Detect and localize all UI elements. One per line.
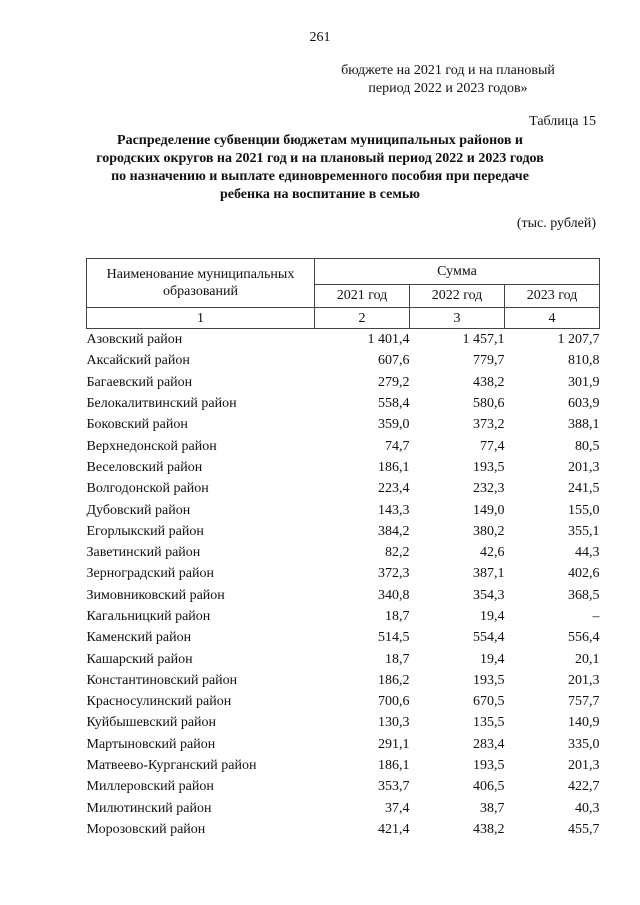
value-2022: 19,4 [480, 609, 505, 624]
value-2021: 558,4 [378, 396, 410, 412]
value-2022: 77,4 [480, 438, 505, 454]
table-row [87, 776, 600, 797]
value-2023: 80,5 [575, 438, 600, 454]
value-2021: 514,5 [378, 630, 410, 646]
subvention-table [86, 258, 600, 840]
table-row [87, 521, 600, 542]
value-2023: – [592, 609, 600, 624]
value-2023: 301,9 [568, 374, 600, 390]
table-body [87, 329, 600, 841]
value-2023: 335,0 [568, 736, 600, 752]
value-2023: 603,9 [568, 396, 600, 412]
table-row [87, 798, 600, 819]
table-row [87, 478, 600, 499]
value-2021: 223,4 [378, 481, 410, 497]
header-note-line: период 2022 и 2023 годов» [368, 81, 528, 96]
value-2023: 20,1 [575, 651, 600, 667]
value-2021: 359,0 [378, 417, 410, 433]
header-year-2021: 2021 год [315, 284, 410, 307]
municipality-name: Веселовский район [86, 459, 203, 475]
value-2022: 232,3 [473, 481, 505, 497]
value-2022: 38,7 [480, 800, 505, 816]
value-2022: 1 457,1 [462, 332, 505, 348]
value-2023: 757,7 [568, 694, 600, 710]
table-row [87, 606, 600, 627]
header-note-line: бюджете на 2021 год и на плановый [341, 63, 555, 78]
value-2021: 279,2 [378, 374, 410, 390]
value-2021: 1 401,4 [367, 332, 410, 348]
value-2021: 700,6 [378, 694, 410, 710]
value-2022: 149,0 [473, 502, 505, 518]
column-number: 2 [315, 308, 410, 329]
value-2022: 135,5 [473, 715, 505, 731]
value-2022: 779,7 [473, 353, 505, 369]
value-2023: 241,5 [568, 481, 600, 497]
value-2022: 193,5 [473, 459, 505, 475]
value-2023: 355,1 [568, 523, 600, 539]
table-row [87, 819, 600, 840]
municipality-name: Егорлыкский район [86, 523, 204, 539]
municipality-name: Морозовский район [86, 821, 206, 837]
value-2021: 372,3 [378, 566, 410, 582]
value-2021: 18,7 [385, 651, 410, 667]
table-row [87, 393, 600, 414]
value-2022: 387,1 [473, 566, 505, 582]
title-line: по назначению и выплате единовременного пособия при передаче [111, 169, 529, 184]
value-2022: 438,2 [473, 821, 505, 837]
municipality-name: Боковский район [86, 417, 188, 433]
header-sum: Сумма [315, 259, 600, 285]
value-2022: 580,6 [473, 396, 505, 412]
column-number: 4 [505, 308, 600, 329]
municipality-name: Багаевский район [86, 374, 193, 390]
title-line: ребенка на воспитание в семью [219, 187, 421, 202]
municipality-name: Матвеево-Курганский район [86, 758, 257, 774]
municipality-name: Заветинский район [86, 545, 201, 561]
value-2023: 1 207,7 [557, 332, 600, 348]
value-2021: 291,1 [378, 736, 410, 752]
table-row [87, 350, 600, 371]
value-2023: 201,3 [568, 672, 600, 688]
column-number: 3 [410, 308, 505, 329]
table-row [87, 372, 600, 393]
table-row [87, 712, 600, 733]
municipality-name: Красносулинский район [86, 694, 232, 710]
value-2023: 810,8 [568, 353, 600, 369]
header-municipality: Наименование муниципальных образований [87, 259, 315, 308]
page-number: 261 [309, 30, 331, 45]
municipality-name: Зимовниковский район [86, 587, 225, 603]
value-2023: 455,7 [568, 821, 600, 837]
municipality-name: Куйбышевский район [86, 715, 217, 731]
value-2022: 373,2 [473, 417, 505, 433]
column-number: 1 [87, 308, 315, 329]
value-2022: 19,4 [480, 651, 505, 667]
value-2022: 283,4 [473, 736, 505, 752]
table-row [87, 499, 600, 520]
table-row [87, 329, 600, 351]
municipality-name: Кашарский район [86, 651, 193, 667]
table-number: Таблица 15 [529, 114, 596, 129]
table-row [87, 457, 600, 478]
value-2021: 186,2 [378, 672, 410, 688]
value-2022: 193,5 [473, 672, 505, 688]
municipality-name: Константиновский район [86, 672, 238, 688]
table-row [87, 585, 600, 606]
municipality-name: Миллеровский район [86, 779, 214, 795]
value-2023: 201,3 [568, 459, 600, 475]
table-row [87, 691, 600, 712]
municipality-name: Волгодонской район [86, 481, 209, 497]
table-row [87, 670, 600, 691]
header-year-2022: 2022 год [410, 284, 505, 307]
municipality-name: Азовский район [86, 332, 183, 348]
municipality-name: Белокалитвинский район [86, 396, 237, 412]
table-row [87, 542, 600, 563]
header-year-2023: 2023 год [505, 284, 600, 307]
units-label: (тыс. рублей) [516, 216, 596, 231]
value-2023: 422,7 [568, 779, 600, 795]
value-2022: 42,6 [480, 545, 505, 561]
value-2023: 155,0 [568, 502, 600, 518]
table-row [87, 648, 600, 669]
header-note [318, 62, 578, 98]
table-row [87, 435, 600, 456]
value-2022: 438,2 [473, 374, 505, 390]
municipality-name: Милютинский район [86, 800, 212, 816]
municipality-name: Мартыновский район [86, 736, 216, 752]
table-row [87, 734, 600, 755]
value-2023: 201,3 [568, 758, 600, 774]
municipality-name: Кагальницкий район [86, 609, 211, 624]
municipality-name: Дубовский район [86, 502, 191, 518]
value-2021: 74,7 [385, 438, 410, 454]
value-2023: 368,5 [568, 587, 600, 603]
value-2022: 354,3 [473, 587, 505, 603]
value-2023: 140,9 [568, 715, 600, 731]
value-2021: 37,4 [385, 800, 410, 816]
title-line: Распределение субвенции бюджетам муниципальных районов и [117, 133, 523, 148]
value-2023: 40,3 [575, 800, 600, 816]
municipality-name: Аксайский район [86, 353, 190, 369]
table-row [87, 563, 600, 584]
value-2021: 186,1 [378, 758, 410, 774]
value-2022: 406,5 [473, 779, 505, 795]
value-2021: 607,6 [378, 353, 410, 369]
value-2023: 44,3 [575, 545, 600, 561]
value-2022: 380,2 [473, 523, 505, 539]
value-2022: 554,4 [473, 630, 505, 646]
title-line: городских округов на 2021 год и на плановый период 2022 и 2023 годов [96, 151, 544, 166]
value-2021: 143,3 [378, 502, 410, 518]
value-2023: 556,4 [568, 630, 600, 646]
value-2022: 193,5 [473, 758, 505, 774]
value-2021: 340,8 [378, 587, 410, 603]
table-title [64, 132, 576, 204]
value-2022: 670,5 [473, 694, 505, 710]
value-2021: 384,2 [378, 523, 410, 539]
table-row [87, 414, 600, 435]
value-2023: 388,1 [568, 417, 600, 433]
municipality-name: Зерноградский район [86, 566, 214, 582]
value-2021: 186,1 [378, 459, 410, 475]
value-2021: 421,4 [378, 821, 410, 837]
municipality-name: Каменский район [86, 630, 192, 646]
table-row [87, 755, 600, 776]
value-2021: 130,3 [378, 715, 410, 731]
value-2021: 18,7 [385, 609, 410, 624]
table-row [87, 627, 600, 648]
value-2021: 82,2 [385, 545, 410, 561]
municipality-name: Верхнедонской район [86, 438, 217, 454]
value-2021: 353,7 [378, 779, 410, 795]
value-2023: 402,6 [568, 566, 600, 582]
